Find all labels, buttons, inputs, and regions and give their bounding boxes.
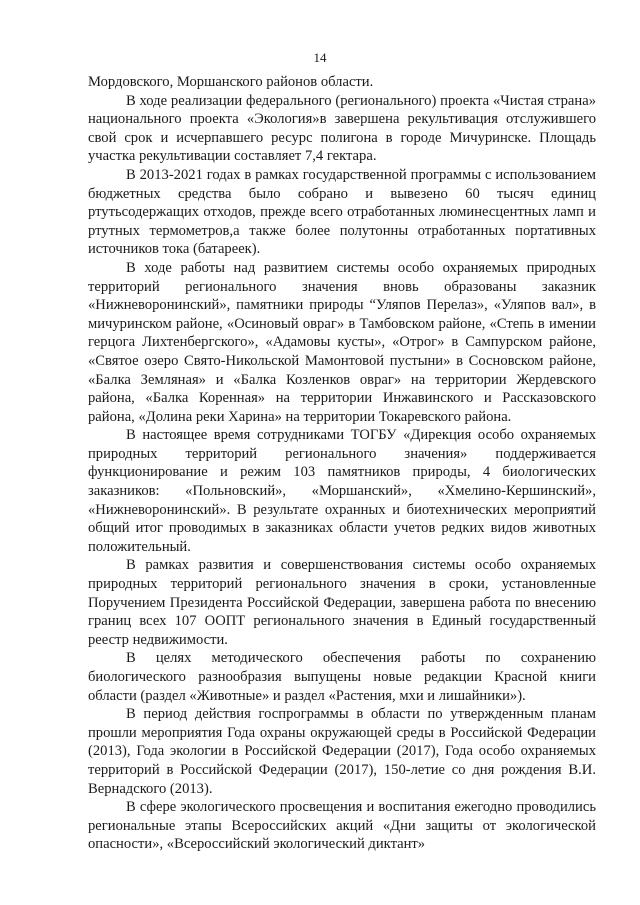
paragraph-mercury-waste: В 2013-2021 годах в рамках государственной программы с использованием бюджетных средства было собрано и вывезено 60 тысяч единиц ртутьсодержащих отходов, прежде всего отработанных люминесцентных ламп и ртутных термометров,а также более полутонны отработанных портативных источников тока (батареек). bbox=[88, 166, 596, 258]
paragraph-ecological-education: В сфере экологического просвещения и воспитания ежегодно проводились региональные этапы Всероссийских акций «Дни защиты от экологической опасности», «Всероссийский экологический диктант» bbox=[88, 799, 596, 853]
paragraph-directorate-maintenance: В настоящее время сотрудниками ТОГБУ «Дирекция особо охраняемых природных территорий регионального значения» поддерживается функционирование и режим 103 памятников природы, 4 биологических заказников: «Польновский», «Моршанский», «Хмелино-Кершинский», «Нижневоронинский». В результате охранных и биотехнических мероприятий общий итог проводимых в заказниках области учетов редких видов животных положительный. bbox=[88, 427, 596, 555]
paragraph-continuation: Мордовского, Моршанского районов области. bbox=[88, 74, 374, 90]
page-number: 14 bbox=[313, 50, 327, 65]
paragraph-clean-country-project: В ходе реализации федерального (регионального) проекта «Чистая страна» национального проекта «Экология»в завершена рекультивация отслужившего свой срок и исчерпавшего ресурс полигона в городе Мичуринске. Площадь участка рекультивации составляет 7,4 гектара. bbox=[88, 92, 596, 165]
paragraph-registry-boundaries: В рамках развития и совершенствования системы особо охраняемых природных территорий регионального значения в сроки, установленные Поручением Президента Российской Федерации, завершена работа по внесению границ всех 107 ООПТ регионального значения в Единый государственный реестр недвижимости. bbox=[88, 557, 596, 648]
paragraph-themed-years: В период действия госпрограммы в области по утвержденным планам прошли мероприятия Года охраны окружающей среды в Российской Федерации (2013), Года экологии в Российской Федерации (2017), Года особо охраняемых территорий в Российской Федерации (2017), 150-летие со дня рождения В.И. Вернадского (2013). bbox=[88, 706, 596, 797]
document-body bbox=[88, 73, 596, 854]
paragraph-protected-areas-development: В ходе работы над развитием системы особо охраняемых природных территорий регионального значения вновь образованы заказник «Нижневоронинский», памятники природы “Уляпов Перелаз», «Уляпов вал», в мичуринском районе, «Осиновый овраг» в Тамбовском районе, «Степь в имении герцога Лихтенбергского», «Адамовы кусты», «Отрог» в Сампурском районе, «Святое озеро Свято-Никольской Мамонтовой пустыни» в Сосновском районе, «Балка Земляная» и «Балка Козленков овраг» на территории Жердевского района, «Балка Коренная» на территории Инжавинского и Рассказовского района, «Долина реки Харина» на территории Токаревского района. bbox=[88, 259, 596, 425]
paragraph-red-book: В целях методического обеспечения работы по сохранению биологического разнообразия выпущены новые редакции Красной книги области (раздел «Животные» и раздел «Растения, мхи и лишайники»). bbox=[88, 650, 596, 704]
